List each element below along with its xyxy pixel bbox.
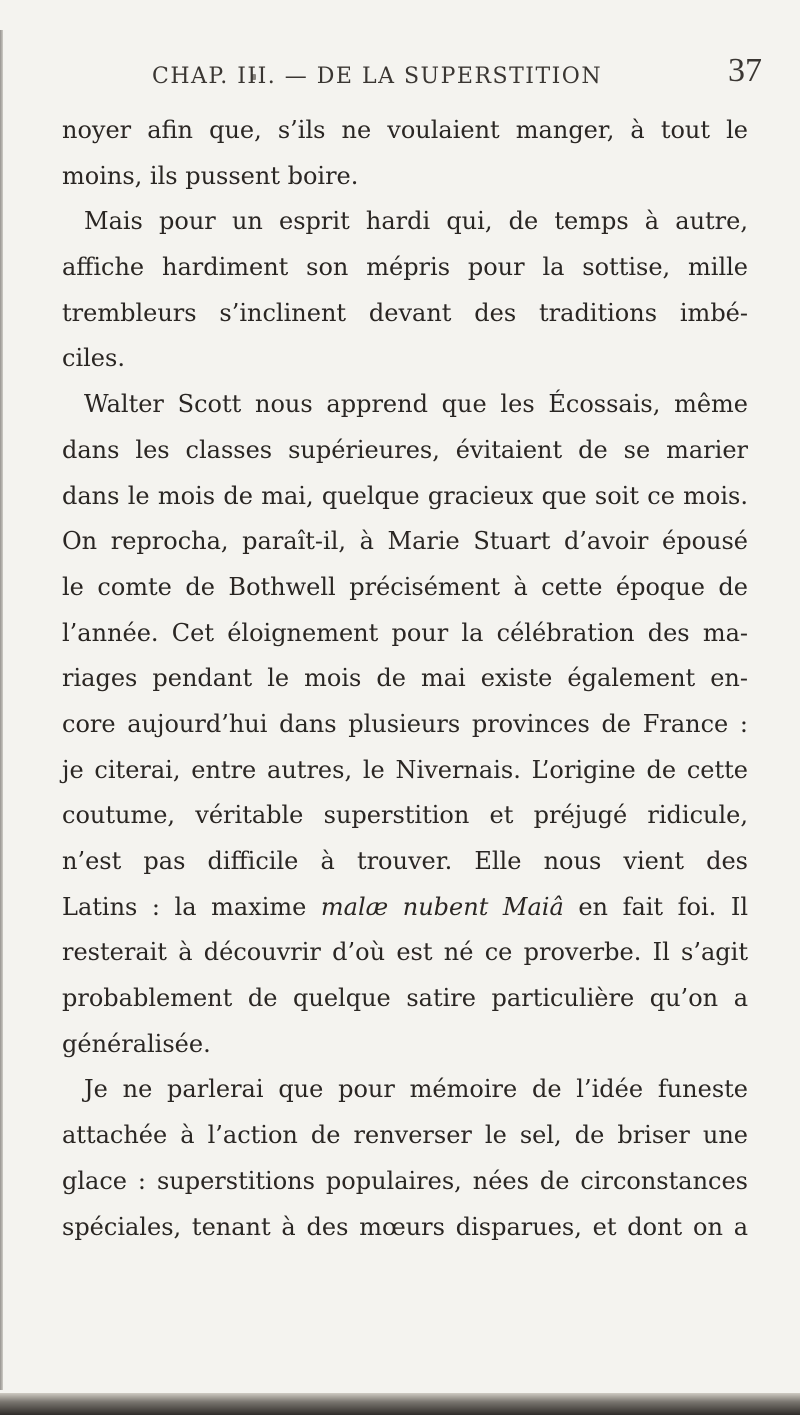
chapter-title: CHAP. III. — DE LA SUPERSTITION — [152, 64, 603, 89]
text-line: Mais pour un esprit hardi qui, de temps à autre, — [84, 207, 748, 236]
text-line: riages pendant le mois de mai existe également en- — [62, 664, 748, 693]
body-text — [62, 108, 748, 1250]
text-line: noyer afin que, s’ils ne voulaient manger, à tout le — [62, 116, 748, 144]
text-line: coutume, véritable superstition et préjugé ridicule, — [62, 801, 748, 830]
latin-maxim: malæ nubent Maiâ — [320, 892, 564, 921]
text-line: Walter Scott nous apprend que les Écossais, même — [84, 390, 748, 419]
text-line: core aujourd’hui dans plusieurs provinces de France : — [62, 709, 748, 738]
text-line: n’est pas difficile à trouver. Elle nous vient des — [62, 847, 748, 875]
text-line: On reprocha, paraît-il, à Marie Stuart d’avoir épousé — [62, 527, 748, 556]
text-line: resterait à découvrir d’où est né ce proverbe. Il s’agit — [62, 938, 748, 967]
latin-line-before: Latins : la maxime — [62, 892, 321, 921]
text-line: dans le mois de mai, quelque gracieux que soit ce mois. — [62, 481, 748, 510]
text-line-latin-maxim — [62, 885, 748, 931]
text-line: attachée à l’action de renverser le sel, de briser une — [62, 1121, 748, 1150]
text-line: glace : superstitions populaires, nées de circonstances — [62, 1166, 748, 1195]
text-line: Je ne parlerai que pour mémoire de l’idée funeste — [84, 1075, 748, 1104]
text-line: ciles. — [62, 344, 125, 373]
page-number: 37 — [728, 52, 762, 89]
text-line: généralisée. — [62, 1029, 211, 1058]
text-line: je citerai, entre autres, le Nivernais. L’origine de cette — [62, 755, 748, 784]
latin-line-after: en fait foi. Il — [563, 892, 748, 921]
text-line: spéciales, tenant à des mœurs disparues, et dont on a — [62, 1212, 748, 1241]
page-binding-edge — [0, 30, 3, 1390]
text-line: dans les classes supérieures, évitaient de se marier — [62, 435, 748, 464]
text-line: le comte de Bothwell précisément à cette époque de — [62, 572, 748, 601]
page-bottom-edge — [0, 1393, 800, 1415]
text-line: affiche hardiment son mépris pour la sottise, mille — [62, 253, 748, 282]
text-line: moins, ils pussent boire. — [62, 161, 359, 190]
running-header — [152, 52, 780, 98]
text-line: trembleurs s’inclinent devant des traditions imbé- — [62, 298, 748, 327]
text-line: l’année. Cet éloignement pour la célébration des ma- — [62, 618, 748, 647]
text-line: probablement de quelque satire particulière qu’on a — [62, 984, 748, 1013]
